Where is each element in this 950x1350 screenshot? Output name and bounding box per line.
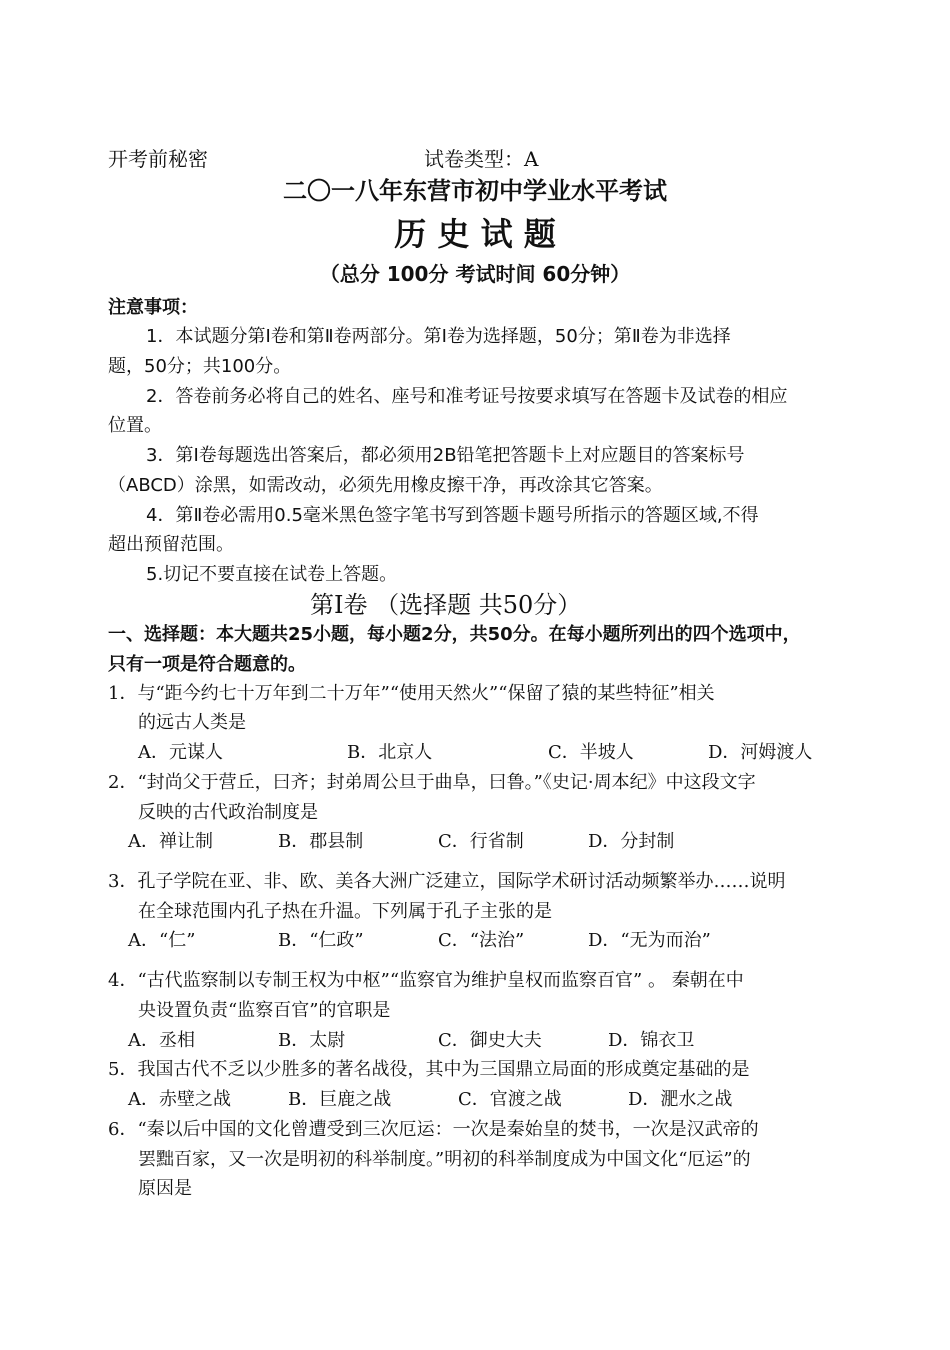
- question-1-option-d[interactable]: D．河姆渡人: [708, 742, 813, 763]
- question-1-stem-line2: 的远古人类是: [138, 712, 246, 733]
- question-2-option-b[interactable]: B．郡县制: [278, 831, 364, 852]
- question-3-option-d[interactable]: D．“无为而治”: [588, 930, 711, 951]
- notice-item-4-line2: 超出预留范围。: [108, 534, 234, 555]
- notice-item-2-line2: 位置。: [108, 415, 162, 436]
- question-5-stem-line1: 5．我国古代不乏以少胜多的著名战役，其中为三国鼎立局面的形成奠定基础的是: [108, 1059, 750, 1080]
- question-4-stem-line2: 央设置负责“监察百官”的官职是: [138, 1000, 391, 1021]
- question-4-options: [0, 1026, 950, 1054]
- question-4-option-d[interactable]: D．锦衣卫: [608, 1030, 695, 1051]
- question-2-option-a[interactable]: A．禅让制: [128, 831, 213, 852]
- notice-item-2-line1: 2．答卷前务必将自己的姓名、座号和准考证号按要求填写在答题卡及试卷的相应: [146, 386, 788, 407]
- question-3-stem-line2: 在全球范围内孔子热在升温。下列属于孔子主张的是: [138, 901, 552, 922]
- question-1-option-a[interactable]: A．元谋人: [138, 742, 223, 763]
- question-5-option-a[interactable]: A．赤壁之战: [128, 1089, 231, 1110]
- question-3-option-c[interactable]: C．“法治”: [438, 930, 525, 951]
- paper-type-label: 试卷类型：A: [424, 147, 539, 171]
- question-6-stem-line2: 罢黜百家，又一次是明初的科举制度。”明初的科举制度成为中国文化“厄运”的: [138, 1149, 751, 1170]
- section-title: 第Ⅰ卷 （选择题 共50分）: [310, 591, 582, 619]
- question-1-option-b[interactable]: B．北京人: [347, 742, 433, 763]
- question-5-option-c[interactable]: C．官渡之战: [458, 1089, 562, 1110]
- question-3-stem-line1: 3．孔子学院在亚、非、欧、美各大洲广泛建立，国际学术研讨活动频繁举办……说明: [108, 871, 786, 892]
- question-2-option-c[interactable]: C．行省制: [438, 831, 524, 852]
- question-1-stem-line1: 1．与“距今约七十万年到二十万年”“使用天然火”“保留了猿的某些特征”相关: [108, 683, 715, 704]
- subject-title: 历 史 试 题: [394, 215, 556, 253]
- question-2-stem-line1: 2．“封尚父于营丘，曰齐；封弟周公旦于曲阜，曰鲁。”《史记·周本纪》中这段文字: [108, 772, 756, 793]
- question-5-options: [0, 1085, 950, 1113]
- question-6-stem-line3: 原因是: [138, 1178, 192, 1199]
- question-5-option-d[interactable]: D．淝水之战: [628, 1089, 733, 1110]
- question-6-stem-line1: 6．“秦以后中国的文化曾遭受到三次厄运：一次是秦始皇的焚书，一次是汉武帝的: [108, 1119, 759, 1140]
- question-4-stem-line1: 4．“古代监察制以专制王权为中枢”“监察官为维护皇权而监察百官” 。 秦朝在中: [108, 970, 744, 991]
- exam-title: 二〇一八年东营市初中学业水平考试: [283, 177, 667, 205]
- question-3-option-a[interactable]: A．“仁”: [128, 930, 196, 951]
- question-4-option-b[interactable]: B．太尉: [278, 1030, 346, 1051]
- notice-item-3-line1: 3．第Ⅰ卷每题选出答案后，都必须用2B铅笔把答题卡上对应题目的答案标号: [146, 445, 745, 466]
- notice-item-1-line2: 题，50分；共100分。: [108, 356, 292, 377]
- question-4-option-a[interactable]: A．丞相: [128, 1030, 195, 1051]
- notice-item-3-line2: （ABCD）涂黑，如需改动，必须先用橡皮擦干净，再改涂其它答案。: [108, 475, 663, 496]
- score-time: （总分 100分 考试时间 60分钟）: [319, 262, 631, 286]
- secret-label: 开考前秘密: [108, 147, 208, 171]
- section-instruction-line2: 只有一项是符合题意的。: [108, 654, 306, 675]
- question-1-option-c[interactable]: C．半坡人: [548, 742, 634, 763]
- question-2-stem-line2: 反映的古代政治制度是: [138, 802, 318, 823]
- question-3-options: [0, 926, 950, 954]
- notice-heading: 注意事项：: [108, 297, 198, 318]
- notice-item-1-line1: 1．本试题分第Ⅰ卷和第Ⅱ卷两部分。第Ⅰ卷为选择题，50分；第Ⅱ卷为非选择: [146, 326, 731, 347]
- notice-item-4-line1: 4．第Ⅱ卷必需用0.5毫米黑色签字笔书写到答题卡题号所指示的答题区域,不得: [146, 505, 759, 526]
- question-1-options: [0, 738, 950, 766]
- question-2-options: [0, 827, 950, 855]
- question-2-option-d[interactable]: D．分封制: [588, 831, 675, 852]
- section-instruction-line1: 一、选择题：本大题共25小题，每小题2分，共50分。在每小题所列出的四个选项中，: [108, 624, 801, 645]
- question-3-option-b[interactable]: B．“仁政”: [278, 930, 364, 951]
- question-5-option-b[interactable]: B．巨鹿之战: [288, 1089, 392, 1110]
- notice-item-5-line1: 5.切记不要直接在试卷上答题。: [146, 564, 398, 585]
- question-4-option-c[interactable]: C．御史大夫: [438, 1030, 542, 1051]
